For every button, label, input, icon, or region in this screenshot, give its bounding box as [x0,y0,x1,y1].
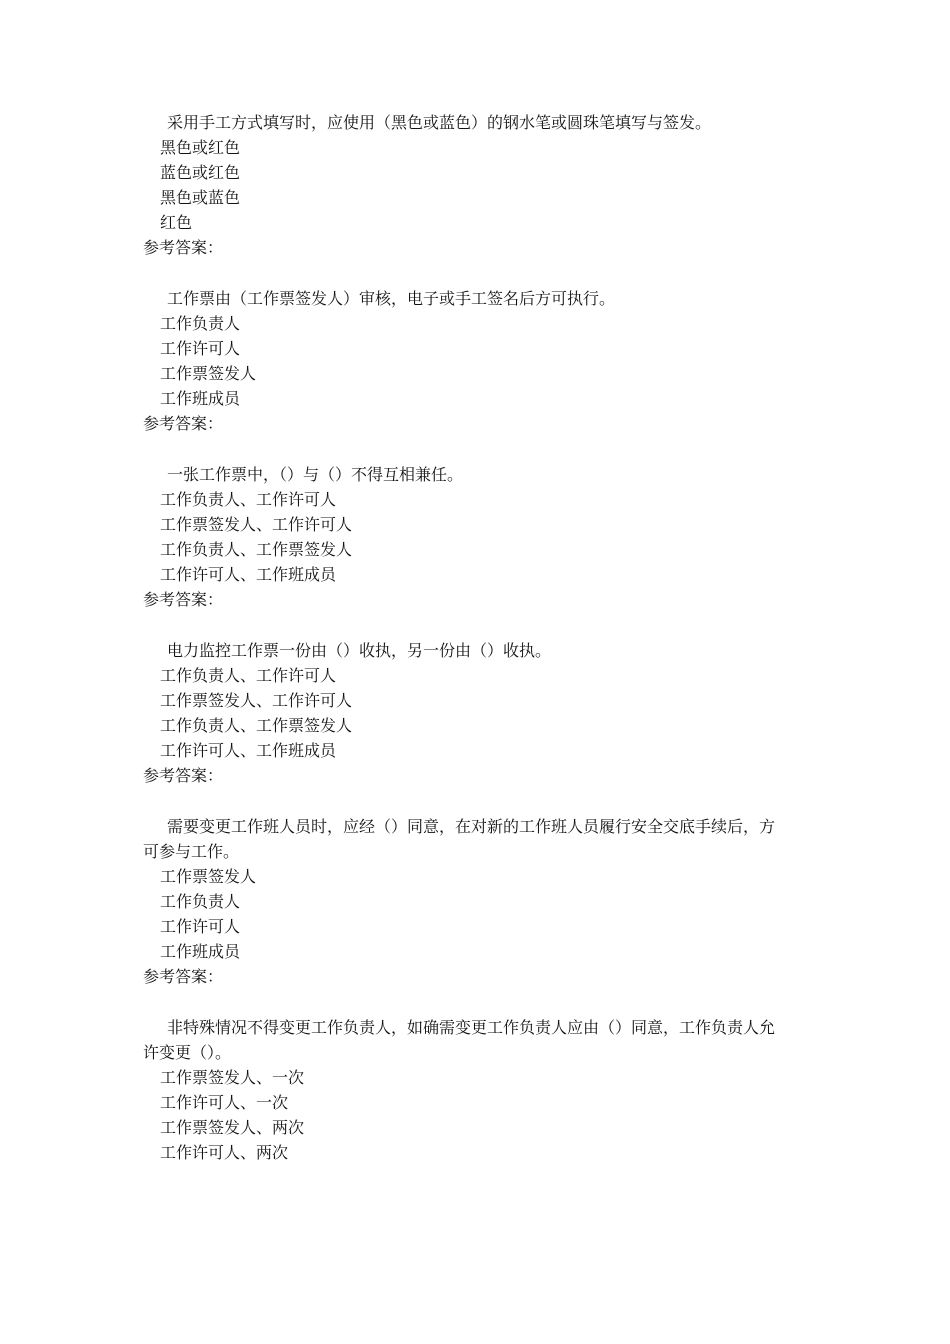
question-3 [143,462,783,612]
question-stem: 工作票由（工作票签发人）审核，电子或手工签名后方可执行。 [167,289,616,308]
question-5 [143,814,783,989]
option-a: 黑色或红色 [160,138,241,157]
option-b: 工作票签发人、工作许可人 [160,691,353,710]
option-d: 工作班成员 [160,942,241,961]
option-c: 工作负责人、工作票签发人 [160,716,353,735]
option-a: 工作负责人、工作许可人 [160,490,337,509]
question-stem: 一张工作票中，（）与（）不得互相兼任。 [167,465,464,484]
question-2 [143,286,783,436]
question-stem: 采用手工方式填写时，应使用（黑色或蓝色）的钢水笔或圆珠笔填写与签发。 [167,113,712,132]
question-6 [143,1015,783,1165]
question-4 [143,638,783,788]
answer-label: 参考答案： [143,238,224,257]
option-b: 工作许可人 [160,339,241,358]
question-stem: 电力监控工作票一份由（）收执，另一份由（）收执。 [167,641,552,660]
option-c: 工作票签发人 [160,364,257,383]
option-a: 工作票签发人、一次 [160,1068,305,1087]
option-b: 工作负责人 [160,892,241,911]
answer-label: 参考答案： [143,766,224,785]
question-stem: 非特殊情况不得变更工作负责人，如确需变更工作负责人应由（）同意，工作负责人允许变更（）。 [143,1018,776,1062]
option-c: 黑色或蓝色 [160,188,241,207]
option-a: 工作票签发人 [160,867,257,886]
option-d: 红色 [160,213,193,232]
option-list [143,487,783,587]
option-list [143,663,783,763]
answer-label: 参考答案： [143,967,224,986]
option-d: 工作许可人、工作班成员 [160,741,337,760]
option-b: 工作许可人、一次 [160,1093,289,1112]
option-d: 工作许可人、两次 [160,1143,289,1162]
option-a: 工作负责人、工作许可人 [160,666,337,685]
option-b: 工作票签发人、工作许可人 [160,515,353,534]
option-c: 工作票签发人、两次 [160,1118,305,1137]
option-c: 工作许可人 [160,917,241,936]
option-d: 工作许可人、工作班成员 [160,565,337,584]
option-list [143,135,783,235]
option-list [143,864,783,964]
question-document [143,110,783,1191]
answer-label: 参考答案： [143,414,224,433]
option-list [143,311,783,411]
option-d: 工作班成员 [160,389,241,408]
answer-label: 参考答案： [143,590,224,609]
option-a: 工作负责人 [160,314,241,333]
option-list [143,1065,783,1165]
option-c: 工作负责人、工作票签发人 [160,540,353,559]
question-1 [143,110,783,260]
question-stem: 需要变更工作班人员时，应经（）同意，在对新的工作班人员履行安全交底手续后，方可参与工作。 [143,817,776,861]
option-b: 蓝色或红色 [160,163,241,182]
